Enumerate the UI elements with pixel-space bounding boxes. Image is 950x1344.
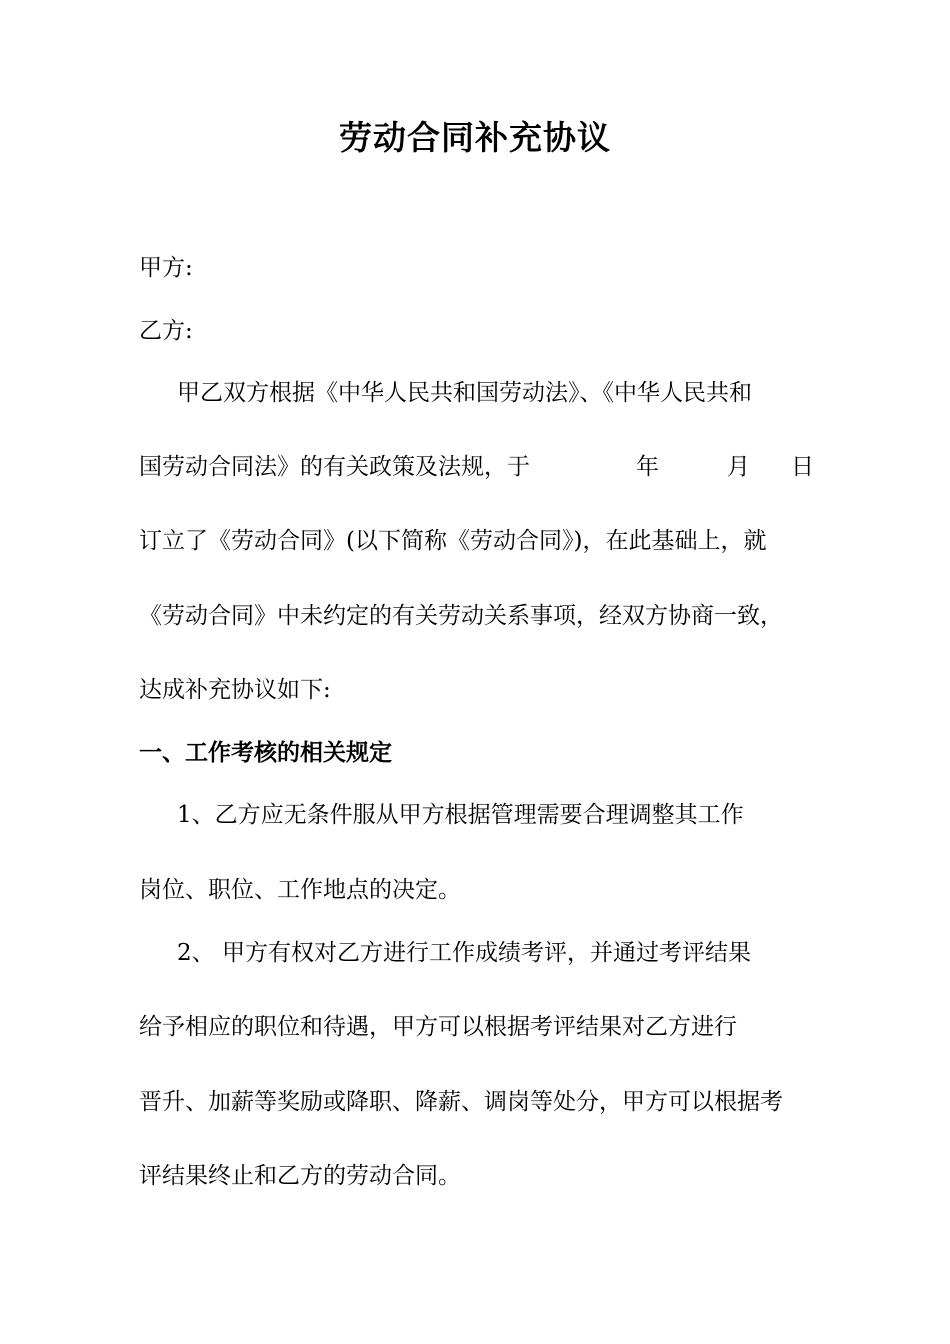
preamble-line-5: 达成补充协议如下: [139, 677, 331, 703]
preamble-line-3: 订立了《劳动合同》(以下简称《劳动合同》)，在此基础上，就 [139, 528, 767, 554]
item-1-line-2: 岗位、职位、工作地点的决定。 [139, 877, 461, 903]
item-2-line-4: 评结果终止和乙方的劳动合同。 [139, 1163, 461, 1189]
item-2-line-2: 给予相应的职位和待遇，甲方可以根据考评结果对乙方进行 [139, 1014, 737, 1040]
item-2-line-1: 2、 甲方有权对乙方进行工作成绩考评，并通过考评结果 [177, 940, 751, 966]
preamble-line-2 [139, 452, 819, 482]
date-year-label: 年 [636, 454, 659, 480]
section-1-heading: 一、工作考核的相关规定 [139, 739, 392, 766]
preamble-line-1: 甲乙双方根据《中华人民共和国劳动法》、《中华人民共和 [177, 380, 752, 406]
preamble-line-4: 《劳动合同》中未约定的有关劳动关系事项，经双方协商一致， [139, 603, 783, 629]
item-2-line-3: 晋升、加薪等奖励或降职、降薪、调岗等处分，甲方可以根据考 [139, 1089, 783, 1115]
date-day-label: 日 [791, 454, 814, 480]
preamble-line-2-text: 国劳动合同法》的有关政策及法规，于 [139, 454, 530, 480]
date-month-label: 月 [727, 454, 750, 480]
party-b-label: 乙方: [139, 318, 193, 344]
document-title: 劳动合同补充协议 [339, 118, 611, 157]
item-1-line-1: 1、乙方应无条件服从甲方根据管理需要合理调整其工作 [177, 802, 744, 828]
party-a-label: 甲方: [139, 255, 193, 281]
